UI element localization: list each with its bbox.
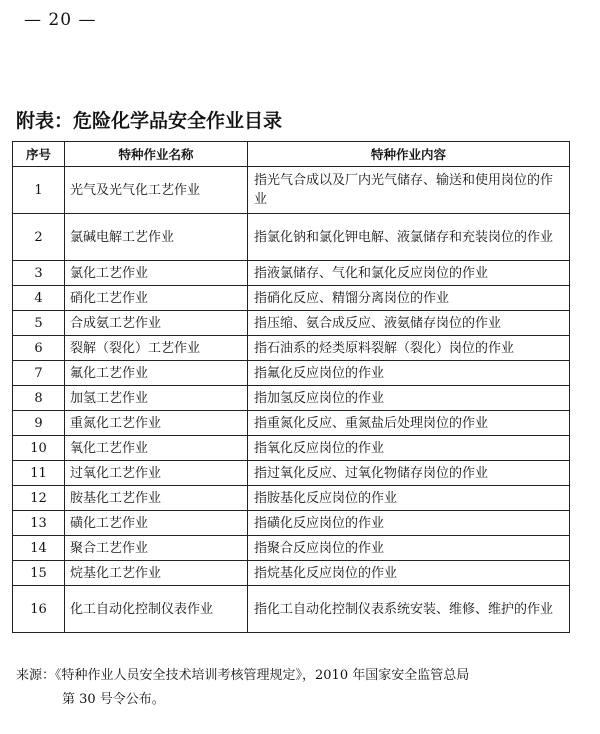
row-number: 3 <box>13 261 65 286</box>
page-number: — 20 — <box>24 10 97 30</box>
operation-name: 合成氨工艺作业 <box>65 311 248 336</box>
row-number: 1 <box>13 167 65 214</box>
table-row <box>13 536 570 561</box>
table-row <box>13 461 570 486</box>
table-row <box>13 167 570 214</box>
operation-name: 氧化工艺作业 <box>65 436 248 461</box>
operation-name: 硝化工艺作业 <box>65 286 248 311</box>
table-header-row <box>13 142 570 167</box>
row-number: 8 <box>13 386 65 411</box>
row-number: 9 <box>13 411 65 436</box>
operation-content: 指氟化反应岗位的作业 <box>248 361 570 386</box>
operation-name: 过氧化工艺作业 <box>65 461 248 486</box>
row-number: 2 <box>13 214 65 261</box>
operation-content: 指硝化反应、精馏分离岗位的作业 <box>248 286 570 311</box>
operation-content: 指压缩、氨合成反应、液氨储存岗位的作业 <box>248 311 570 336</box>
row-number: 13 <box>13 511 65 536</box>
operation-content: 指石油系的烃类原料裂解（裂化）岗位的作业 <box>248 336 570 361</box>
row-number: 12 <box>13 486 65 511</box>
table-row <box>13 214 570 261</box>
operation-content: 指加氢反应岗位的作业 <box>248 386 570 411</box>
source-line-2: 第 30 号令公布。 <box>62 692 165 707</box>
operation-name: 聚合工艺作业 <box>65 536 248 561</box>
table-row <box>13 286 570 311</box>
operation-name: 烷基化工艺作业 <box>65 561 248 586</box>
table-row <box>13 261 570 286</box>
column-header-number: 序号 <box>13 142 65 167</box>
operation-name: 裂解（裂化）工艺作业 <box>65 336 248 361</box>
row-number: 5 <box>13 311 65 336</box>
table-row <box>13 386 570 411</box>
operation-content: 指聚合反应岗位的作业 <box>248 536 570 561</box>
table-row <box>13 361 570 386</box>
operation-content: 指氯化钠和氯化钾电解、液氯储存和充装岗位的作业 <box>248 214 570 261</box>
table-row <box>13 511 570 536</box>
operation-name: 加氢工艺作业 <box>65 386 248 411</box>
column-header-operation-content: 特种作业内容 <box>248 142 570 167</box>
operation-name: 氯碱电解工艺作业 <box>65 214 248 261</box>
operation-name: 氯化工艺作业 <box>65 261 248 286</box>
row-number: 10 <box>13 436 65 461</box>
column-header-operation-name: 特种作业名称 <box>65 142 248 167</box>
source-line-1: 来源：《特种作业人员安全技术培训考核管理规定》，2010 年国家安全监管总局 <box>16 668 470 683</box>
operation-content: 指液氯储存、气化和氯化反应岗位的作业 <box>248 261 570 286</box>
operation-content: 指重氮化反应、重氮盐后处理岗位的作业 <box>248 411 570 436</box>
operation-content: 指光气合成以及厂内光气储存、输送和使用岗位的作业 <box>248 167 570 214</box>
table-row <box>13 586 570 633</box>
row-number: 15 <box>13 561 65 586</box>
operation-content: 指化工自动化控制仪表系统安装、维修、维护的作业 <box>248 586 570 633</box>
operation-name: 氟化工艺作业 <box>65 361 248 386</box>
table-row <box>13 336 570 361</box>
hazardous-chemical-operations-table <box>12 141 570 633</box>
row-number: 14 <box>13 536 65 561</box>
row-number: 16 <box>13 586 65 633</box>
document-title: 附表：危险化学品安全作业目录 <box>16 110 283 132</box>
table-row <box>13 561 570 586</box>
operation-name: 化工自动化控制仪表作业 <box>65 586 248 633</box>
operation-name: 重氮化工艺作业 <box>65 411 248 436</box>
operation-content: 指过氧化反应、过氧化物储存岗位的作业 <box>248 461 570 486</box>
operation-content: 指磺化反应岗位的作业 <box>248 511 570 536</box>
table-row <box>13 486 570 511</box>
row-number: 7 <box>13 361 65 386</box>
operation-name: 光气及光气化工艺作业 <box>65 167 248 214</box>
table-row <box>13 436 570 461</box>
operation-name: 胺基化工艺作业 <box>65 486 248 511</box>
table-row <box>13 311 570 336</box>
row-number: 6 <box>13 336 65 361</box>
source-note <box>16 664 576 712</box>
row-number: 4 <box>13 286 65 311</box>
table-row <box>13 411 570 436</box>
row-number: 11 <box>13 461 65 486</box>
operation-name: 磺化工艺作业 <box>65 511 248 536</box>
operation-content: 指烷基化反应岗位的作业 <box>248 561 570 586</box>
operation-content: 指氧化反应岗位的作业 <box>248 436 570 461</box>
operation-content: 指胺基化反应岗位的作业 <box>248 486 570 511</box>
